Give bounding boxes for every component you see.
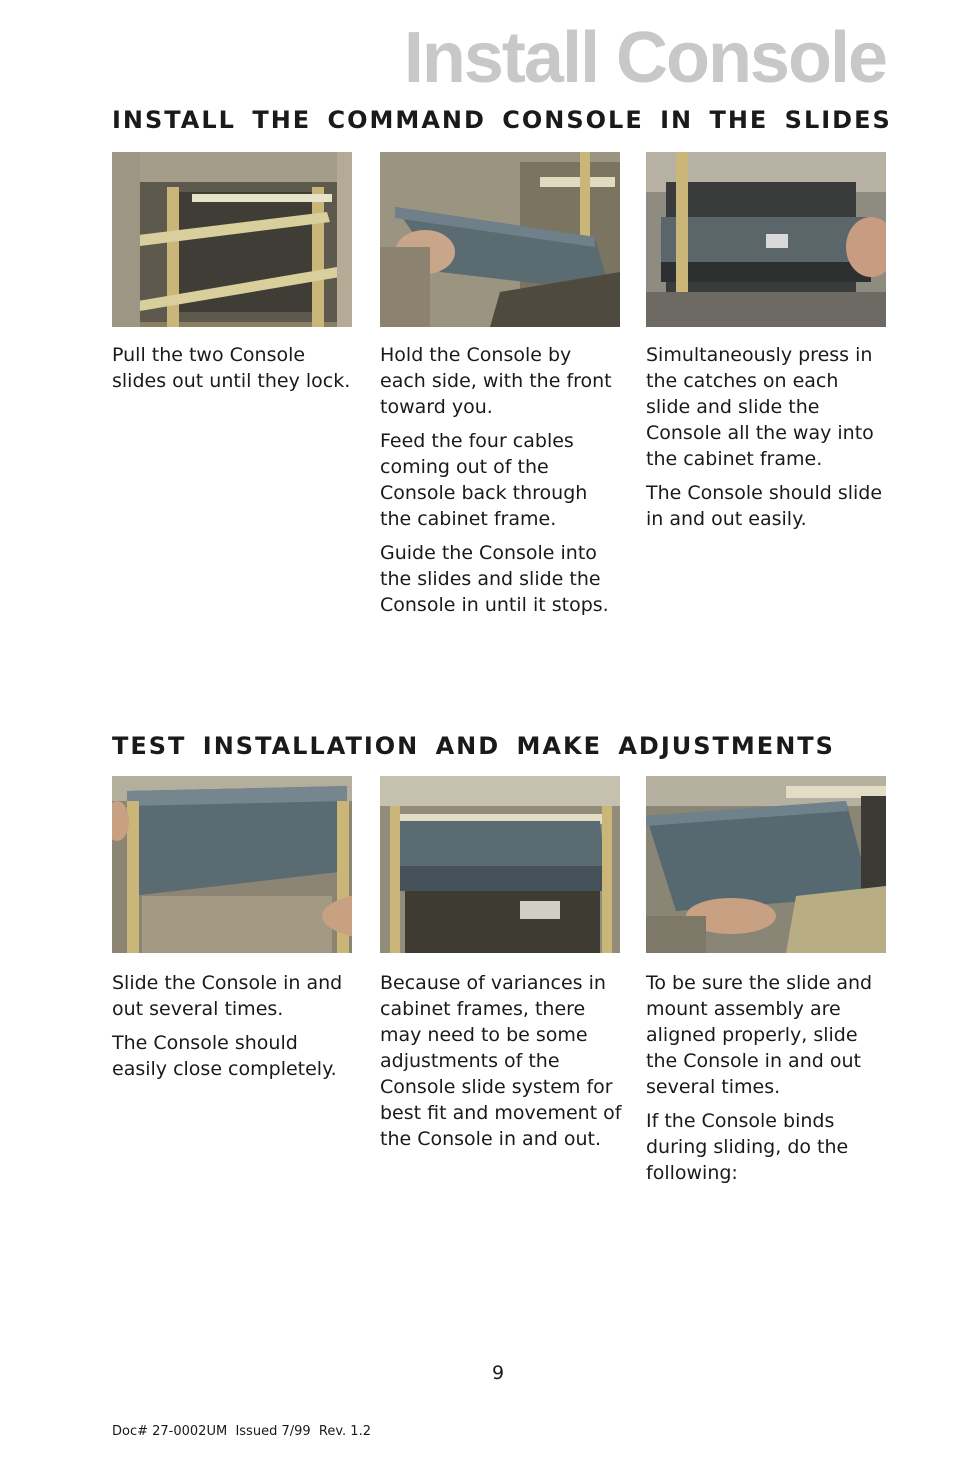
caption-paragraph: Slide the Console in and out several times.	[112, 972, 343, 1020]
caption-paragraph: The Console should easily close completely.	[112, 1032, 337, 1080]
caption-paragraph: Feed the four cables coming out of the Console back through the cabinet frame.	[380, 430, 588, 530]
caption-test-1	[112, 970, 354, 1090]
caption-test-2	[380, 970, 622, 1160]
caption-step-1	[112, 342, 354, 402]
caption-paragraph: Simultaneously press in the catches on each slide and slide the Console all the way into the cabinet frame.	[646, 344, 874, 470]
caption-step-2	[380, 342, 622, 626]
caption-paragraph: Because of variances in cabinet frames, there may need to be some adjustments of the Console slide system for best fit and movement of the Console in and out.	[380, 972, 622, 1150]
caption-paragraph: Guide the Console into the slides and slide the Console in until it stops.	[380, 542, 609, 616]
caption-paragraph: To be sure the slide and mount assembly are aligned properly, slide the Console in and out several times.	[646, 972, 873, 1098]
photo-hold-console	[380, 152, 620, 327]
caption-paragraph: The Console should slide in and out easily.	[646, 482, 883, 530]
photo-press-catches	[646, 152, 886, 327]
caption-test-3	[646, 970, 888, 1194]
photo-console-adjustments	[380, 776, 620, 953]
photo-console-slides-extended	[112, 152, 352, 327]
photo-align-slide-assembly	[646, 776, 886, 953]
document-footer: Doc# 27-0002UM Issued 7/99 Rev. 1.2	[112, 1424, 371, 1439]
caption-step-3	[646, 342, 888, 540]
caption-paragraph: If the Console binds during sliding, do the following:	[646, 1110, 849, 1184]
photo-slide-console-in-out	[112, 776, 352, 953]
section-heading-test: TEST INSTALLATION AND MAKE ADJUSTMENTS	[112, 732, 835, 760]
section-heading-install: INSTALL THE COMMAND CONSOLE IN THE SLIDES	[112, 106, 892, 134]
caption-paragraph: Hold the Console by each side, with the front toward you.	[380, 344, 612, 418]
page-number: 9	[491, 1362, 505, 1384]
caption-paragraph: Pull the two Console slides out until they lock.	[112, 344, 351, 392]
page-title: Install Console	[403, 18, 886, 98]
